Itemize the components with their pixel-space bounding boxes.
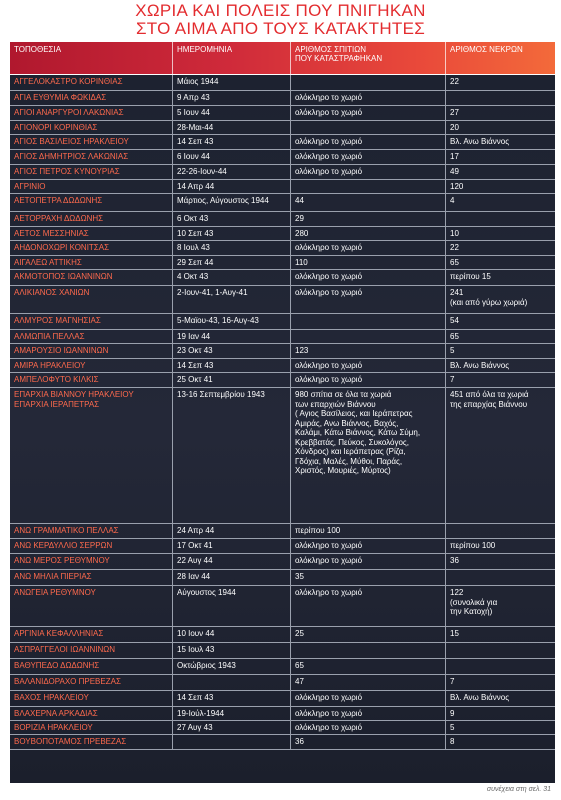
continuation-note: συνέχεια στη σελ. 31 [486, 786, 551, 793]
cell-location: ΑΝΩ ΓΡΑΜΜΑΤΙΚΟ ΠΕΛΛΑΣ [10, 524, 173, 538]
cell-date: 23 Οκτ 43 [173, 344, 291, 358]
cell-location: ΒΑΛΑΝΙΔΟΡΑΧΟ ΠΡΕΒΕΖΑΣ [10, 675, 173, 690]
cell-houses: ολόκληρο το χωριό [291, 707, 446, 720]
table-row [10, 627, 555, 643]
cell-houses: ολόκληρο το χωριό [291, 359, 446, 372]
cell-location: ΑΝΩ ΚΕΡΔΥΛΛΙΟ ΣΕΡΡΩΝ [10, 539, 173, 553]
cell-date: Μάιος 1944 [173, 75, 291, 90]
cell-date: 4 Οκτ 43 [173, 270, 291, 285]
cell-dead: Βλ. Ανω Βιάννος [450, 137, 510, 146]
cell-dead: περίπου 100 [450, 541, 496, 550]
title-line-2: ΣΤΟ ΑΙΜΑ ΑΠΟ ΤΟΥΣ ΚΑΤΑΚΤΗΤΕΣ [135, 19, 426, 38]
cell-location: ΑΚΜΟΤΟΠΟΣ ΙΩΑΝΝΙΝΩΝ [10, 270, 173, 285]
cell-dead: 7 [450, 677, 455, 686]
cell-houses [291, 314, 446, 329]
table-row [10, 270, 555, 286]
cell-dead [446, 643, 555, 658]
table-row [10, 212, 555, 227]
cell-location: ΑΛΜΩΠΙΑ ΠΕΛΛΑΣ [10, 330, 173, 343]
cell-date: 14 Σεπ 43 [173, 359, 291, 372]
table-row [10, 330, 555, 344]
header-location: ΤΟΠΟΘΕΣΙΑ [10, 42, 173, 74]
table-row [10, 691, 555, 707]
cell-dead: 22 [450, 77, 459, 86]
cell-houses: ολόκληρο το χωριό [291, 150, 446, 164]
cell-houses: 65 [291, 659, 446, 674]
cell-dead: 49 [450, 167, 459, 176]
cell-dead: 10 [450, 229, 459, 238]
cell-dead [446, 570, 555, 585]
cell-date: Αύγουστος 1944 [173, 586, 291, 626]
header-date: ΗΜΕΡΟΜΗΝΙΑ [173, 42, 291, 74]
cell-location: ΑΓΙΟΣ ΔΗΜΗΤΡΙΟΣ ΛΑΚΩΝΙΑΣ [10, 150, 173, 164]
cell-date: 14 Σεπ 43 [173, 691, 291, 706]
cell-dead: 5 [450, 346, 455, 355]
cell-location: ΑΓΙΟΝΟΡΙ ΚΟΡΙΝΘΙΑΣ [10, 121, 173, 134]
cell-houses: 36 [291, 735, 446, 749]
cell-houses: 44 [291, 194, 446, 211]
cell-location: ΑΜΑΡΟΥΣΙΟ ΙΩΑΝΝΙΝΩΝ [10, 344, 173, 358]
table-row [10, 286, 555, 314]
cell-houses [291, 643, 446, 658]
cell-houses: 29 [291, 212, 446, 226]
cell-dead: 15 [450, 629, 459, 638]
cell-location: ΑΓΡΙΝΙΟ [10, 180, 173, 193]
cell-dead [446, 659, 555, 674]
table-row [10, 75, 555, 91]
table-row [10, 314, 555, 330]
cell-houses: ολόκληρο το χωριό [291, 554, 446, 569]
table-row [10, 194, 555, 212]
cell-houses: 980 σπίτια σε όλα τα χωριά των επαρχιών Βιάννου ( Αγιος Βασίλειος, και Ιεράπετρας Αμιράς, Ανω Βιάννος, Βαχός, Καλάμι, Κάτω Βιάννος, Κάτω Σύμη, Κρεββατάς, Πεύκος, Συκολόγος, Χόνδρος) και Ιεράπετρας (Ρίζα, Γδόχια, Μαλές, Μύθοι, Παράς, Χριστός, Μουριές, Μύρτος) [291, 388, 446, 523]
cell-houses [291, 75, 446, 90]
table-row [10, 675, 555, 691]
cell-dead: 7 [450, 375, 455, 384]
cell-dead [446, 212, 555, 226]
cell-date: 13-16 Σεπτεμβρίου 1943 [173, 388, 291, 523]
cell-houses [291, 330, 446, 343]
massacre-table [10, 75, 555, 783]
table-row [10, 539, 555, 554]
table-row [10, 344, 555, 359]
cell-dead: 451 από όλα τα χωριά της επαρχίας Βιάννου [450, 390, 529, 409]
cell-dead: 120 [450, 182, 464, 191]
table-row [10, 524, 555, 539]
cell-date: 6 Ιουν 44 [173, 150, 291, 164]
table-row [10, 388, 555, 524]
cell-houses: ολόκληρο το χωριό [291, 373, 446, 387]
cell-date: 25 Οκτ 41 [173, 373, 291, 387]
cell-houses: ολόκληρο το χωριό [291, 91, 446, 105]
cell-date: 19 Ιαν 44 [173, 330, 291, 343]
cell-location: ΑΣΠΡΑΓΓΕΛΟΙ ΙΩΑΝΝΙΝΩΝ [10, 643, 173, 658]
cell-date: 29 Σεπ 44 [173, 256, 291, 269]
table-row [10, 643, 555, 659]
cell-dead: 8 [450, 737, 455, 746]
cell-dead: 17 [450, 152, 459, 161]
cell-location: ΒΛΑΧΕΡΝΑ ΑΡΚΑΔΙΑΣ [10, 707, 173, 720]
cell-dead: 65 [450, 332, 459, 341]
cell-houses: ολόκληρο το χωριό [291, 721, 446, 734]
cell-date: 17 Οκτ 41 [173, 539, 291, 553]
cell-dead [446, 524, 555, 538]
table-row [10, 135, 555, 150]
table-row [10, 180, 555, 194]
cell-location: ΑΓΙΟΣ ΒΑΣΙΛΕΙΟΣ ΗΡΑΚΛΕΙΟΥ [10, 135, 173, 149]
cell-houses: 35 [291, 570, 446, 585]
cell-dead: 65 [450, 258, 459, 267]
cell-houses: ολόκληρο το χωριό [291, 106, 446, 120]
cell-date: 14 Απρ 44 [173, 180, 291, 193]
cell-location: ΑΗΔΟΝΟΧΩΡΙ ΚΟΝΙΤΣΑΣ [10, 241, 173, 255]
table-row [10, 150, 555, 165]
cell-location: ΑΓΓΕΛΟΚΑΣΤΡΟ ΚΟΡΙΝΘΙΑΣ [10, 75, 173, 90]
cell-houses: ολόκληρο το χωριό [291, 691, 446, 706]
cell-dead: 22 [450, 243, 459, 252]
cell-location: ΕΠΑΡΧΙΑ ΒΙΑΝΝΟΥ ΗΡΑΚΛΕΙΟΥ ΕΠΑΡΧΙΑ ΙΕΡΑΠΕΤΡΑΣ [10, 388, 173, 523]
cell-location: ΑΓΙΟΣ ΠΕΤΡΟΣ ΚΥΝΟΥΡΙΑΣ [10, 165, 173, 179]
cell-houses [291, 121, 446, 134]
header-houses: ΑΡΙΘΜΟΣ ΣΠΙΤΙΩΝ ΠΟΥ ΚΑΤΑΣΤΡΑΦΗΚΑΝ [291, 42, 446, 74]
cell-date: 22-26-Ιουν-44 [173, 165, 291, 179]
table-row [10, 256, 555, 270]
cell-houses: ολόκληρο το χωριό [291, 270, 446, 285]
cell-date: 24 Απρ 44 [173, 524, 291, 538]
cell-dead: 54 [450, 316, 459, 325]
cell-date: 28-Μαι-44 [173, 121, 291, 134]
cell-houses: ολόκληρο το χωριό [291, 241, 446, 255]
cell-location: ΑΙΓΑΛΕΩ ΑΤΤΙΚΗΣ [10, 256, 173, 269]
cell-date: 15 Ιουλ 43 [173, 643, 291, 658]
cell-location: ΑΓΙΑ ΕΥΘΥΜΙΑ ΦΩΚΙΔΑΣ [10, 91, 173, 105]
cell-date: 2-Ιουν-41, 1-Αυγ-41 [173, 286, 291, 313]
cell-location: ΑΕΤΟΠΕΤΡΑ ΔΩΔΩΝΗΣ [10, 194, 173, 211]
table-row [10, 121, 555, 135]
cell-houses: 123 [291, 344, 446, 358]
table-row [10, 586, 555, 627]
cell-date [173, 735, 291, 749]
cell-date: 19-Ιούλ-1944 [173, 707, 291, 720]
cell-houses: ολόκληρο το χωριό [291, 135, 446, 149]
cell-location: ΑΝΩ ΜΕΡΟΣ ΡΕΘΥΜΝΟΥ [10, 554, 173, 569]
cell-houses: 47 [291, 675, 446, 690]
header-dead: ΑΡΙΘΜΟΣ ΝΕΚΡΩΝ [450, 45, 523, 54]
cell-date: 5-Μαϊου-43, 16-Αυγ-43 [173, 314, 291, 329]
cell-date: 6 Οκτ 43 [173, 212, 291, 226]
cell-date: Οκτώβριος 1943 [173, 659, 291, 674]
cell-date: 10 Σεπ 43 [173, 227, 291, 240]
table-row [10, 106, 555, 121]
table-row [10, 554, 555, 570]
cell-location: ΑΛΜΥΡΟΣ ΜΑΓΝΗΣΙΑΣ [10, 314, 173, 329]
cell-houses: περίπου 100 [291, 524, 446, 538]
cell-dead [446, 91, 555, 105]
table-row [10, 91, 555, 106]
cell-houses: ολόκληρο το χωριό [291, 165, 446, 179]
table-row [10, 359, 555, 373]
cell-date: Μάρτιος, Αύγουστος 1944 [173, 194, 291, 211]
table-row [10, 241, 555, 256]
cell-date: 5 Ιουν 44 [173, 106, 291, 120]
cell-dead: 9 [450, 709, 455, 718]
cell-dead: 20 [450, 123, 459, 132]
cell-location: ΑΕΤΟΣ ΜΕΣΣΗΝΙΑΣ [10, 227, 173, 240]
cell-houses: 110 [291, 256, 446, 269]
cell-houses: ολόκληρο το χωριό [291, 286, 446, 313]
cell-dead: 241 (και από γύρω χωριά) [450, 288, 528, 307]
cell-location: ΑΜΙΡΑ ΗΡΑΚΛΕΙΟΥ [10, 359, 173, 372]
cell-dead: 36 [450, 556, 459, 565]
cell-location: ΒΑΘΥΠΕΔΟ ΔΩΔΩΝΗΣ [10, 659, 173, 674]
cell-location: ΑΛΙΚΙΑΝΟΣ ΧΑΝΙΩΝ [10, 286, 173, 313]
table-row [10, 721, 555, 735]
table-row [10, 570, 555, 586]
cell-dead: 5 [450, 723, 455, 732]
cell-dead: 122 (συνολικά για την Κατοχή) [450, 588, 498, 616]
cell-houses: ολόκληρο το χωριό [291, 586, 446, 626]
cell-location: ΒΑΧΟΣ ΗΡΑΚΛΕΙΟΥ [10, 691, 173, 706]
cell-date: 28 Ιαν 44 [173, 570, 291, 585]
cell-location: ΑΡΓΙΝΙΑ ΚΕΦΑΛΛΗΝΙΑΣ [10, 627, 173, 642]
cell-date: 10 Ιουν 44 [173, 627, 291, 642]
table-row [10, 735, 555, 750]
cell-dead: περίπου 15 [450, 272, 491, 281]
cell-location: ΑΕΤΟΡΡΑΧΗ ΔΩΔΩΝΗΣ [10, 212, 173, 226]
cell-date [173, 675, 291, 690]
table-row [10, 659, 555, 675]
cell-houses: 25 [291, 627, 446, 642]
cell-location: ΑΝΩΓΕΙΑ ΡΕΘΥΜΝΟΥ [10, 586, 173, 626]
cell-dead: 27 [450, 108, 459, 117]
cell-houses: 280 [291, 227, 446, 240]
table-row [10, 165, 555, 180]
cell-houses: ολόκληρο το χωριό [291, 539, 446, 553]
cell-date: 14 Σεπ 43 [173, 135, 291, 149]
table-header [10, 42, 555, 74]
cell-location: ΑΓΙΟΙ ΑΝΑΡΓΥΡΟΙ ΛΑΚΩΝΙΑΣ [10, 106, 173, 120]
cell-date: 22 Αυγ 44 [173, 554, 291, 569]
cell-date: 8 Ιουλ 43 [173, 241, 291, 255]
cell-dead: Βλ. Ανω Βιάννος [450, 361, 510, 370]
table-row [10, 227, 555, 241]
cell-dead: Βλ. Ανω Βιάννος [450, 693, 510, 702]
cell-location: ΒΟΡΙΖΙΑ ΗΡΑΚΛΕΙΟΥ [10, 721, 173, 734]
cell-date: 27 Αυγ 43 [173, 721, 291, 734]
cell-location: ΒΟΥΒΟΠΟΤΑΜΟΣ ΠΡΕΒΕΖΑΣ [10, 735, 173, 749]
table-row [10, 707, 555, 721]
table-row [10, 373, 555, 388]
cell-houses [291, 180, 446, 193]
cell-location: ΑΝΩ ΜΗΛΙΑ ΠΙΕΡΙΑΣ [10, 570, 173, 585]
title-line-1: ΧΩΡΙΑ ΚΑΙ ΠΟΛΕΙΣ ΠΟΥ ΠΝΙΓΗΚΑΝ [135, 1, 426, 20]
page-title [0, 2, 561, 38]
cell-date: 9 Απρ 43 [173, 91, 291, 105]
cell-dead: 4 [450, 196, 455, 205]
cell-location: ΑΜΠΕΛΟΦΥΤΟ ΚΙΛΚΙΣ [10, 373, 173, 387]
